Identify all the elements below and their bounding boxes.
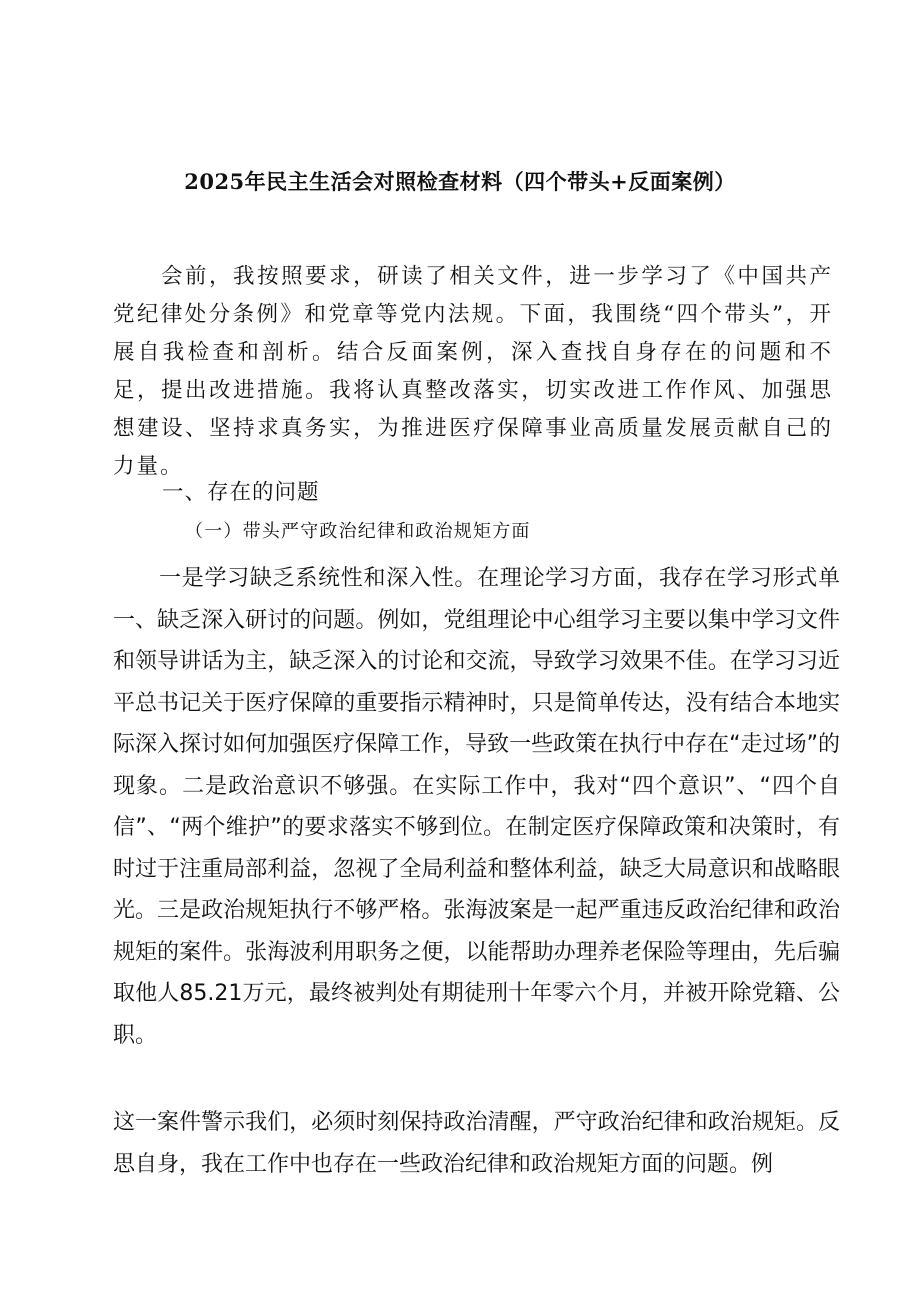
intro-paragraph: 会前，我按照要求，研读了相关文件，进一步学习了《中国共产党纪律处分条例》和党章等党内法规。下面，我围绕“四个带头”，开展自我检查和剖析。结合反面案例，深入查找自身存在的问题和不足，提出改进措施。我将认真整改落实，切实改进工作作风、加强思想建设、坚持求真务实，为推进医疗保障事业高质量发展贡献自己的力量。: [113, 264, 833, 479]
body-paragraph: 一是学习缺乏系统性和深入性。在理论学习方面，我存在学习形式单一、缺乏深入研讨的问题。例如，党组理论中心组学习主要以集中学习文件和领导讲话为主，缺乏深入的讨论和交流，导致学习效果不佳。在学习习近平总书记关于医疗保障的重要指示精神时，只是简单传达，没有结合本地实际深入探讨如何加强医疗保障工作，导致一些政策在执行中存在“走过场”的现象。二是政治意识不够强。在实际工作中，我对“四个意识”、“四个自信”、“两个维护”的要求落实不够到位。在制定医疗保障政策和决策时，有时过于注重局部利益，忽视了全局利益和整体利益，缺乏大局意识和战略眼光。三是政治规矩执行不够严格。张海波案是一起严重违反政治纪律和政治规矩的案件。张海波利用职务之便，以能帮助办理养老保险等理由，先后骗取他人85.21万元，最终被判处有期徒刑十年零六个月，并被开除党籍、公职。: [113, 566, 840, 1048]
document-title: 2025年民主生活会对照检查材料（四个带头+反面案例）: [184, 169, 736, 194]
body-paragraph-continued: 这一案件警示我们，必须时刻保持政治清醒，严守政治纪律和政治规矩。反思自身，我在工作中也存在一些政治纪律和政治规矩方面的问题。例: [113, 1110, 840, 1177]
section-heading: 一、存在的问题: [162, 480, 320, 505]
subsection-heading: （一）带头严守政治纪律和政治规矩方面: [185, 521, 531, 542]
